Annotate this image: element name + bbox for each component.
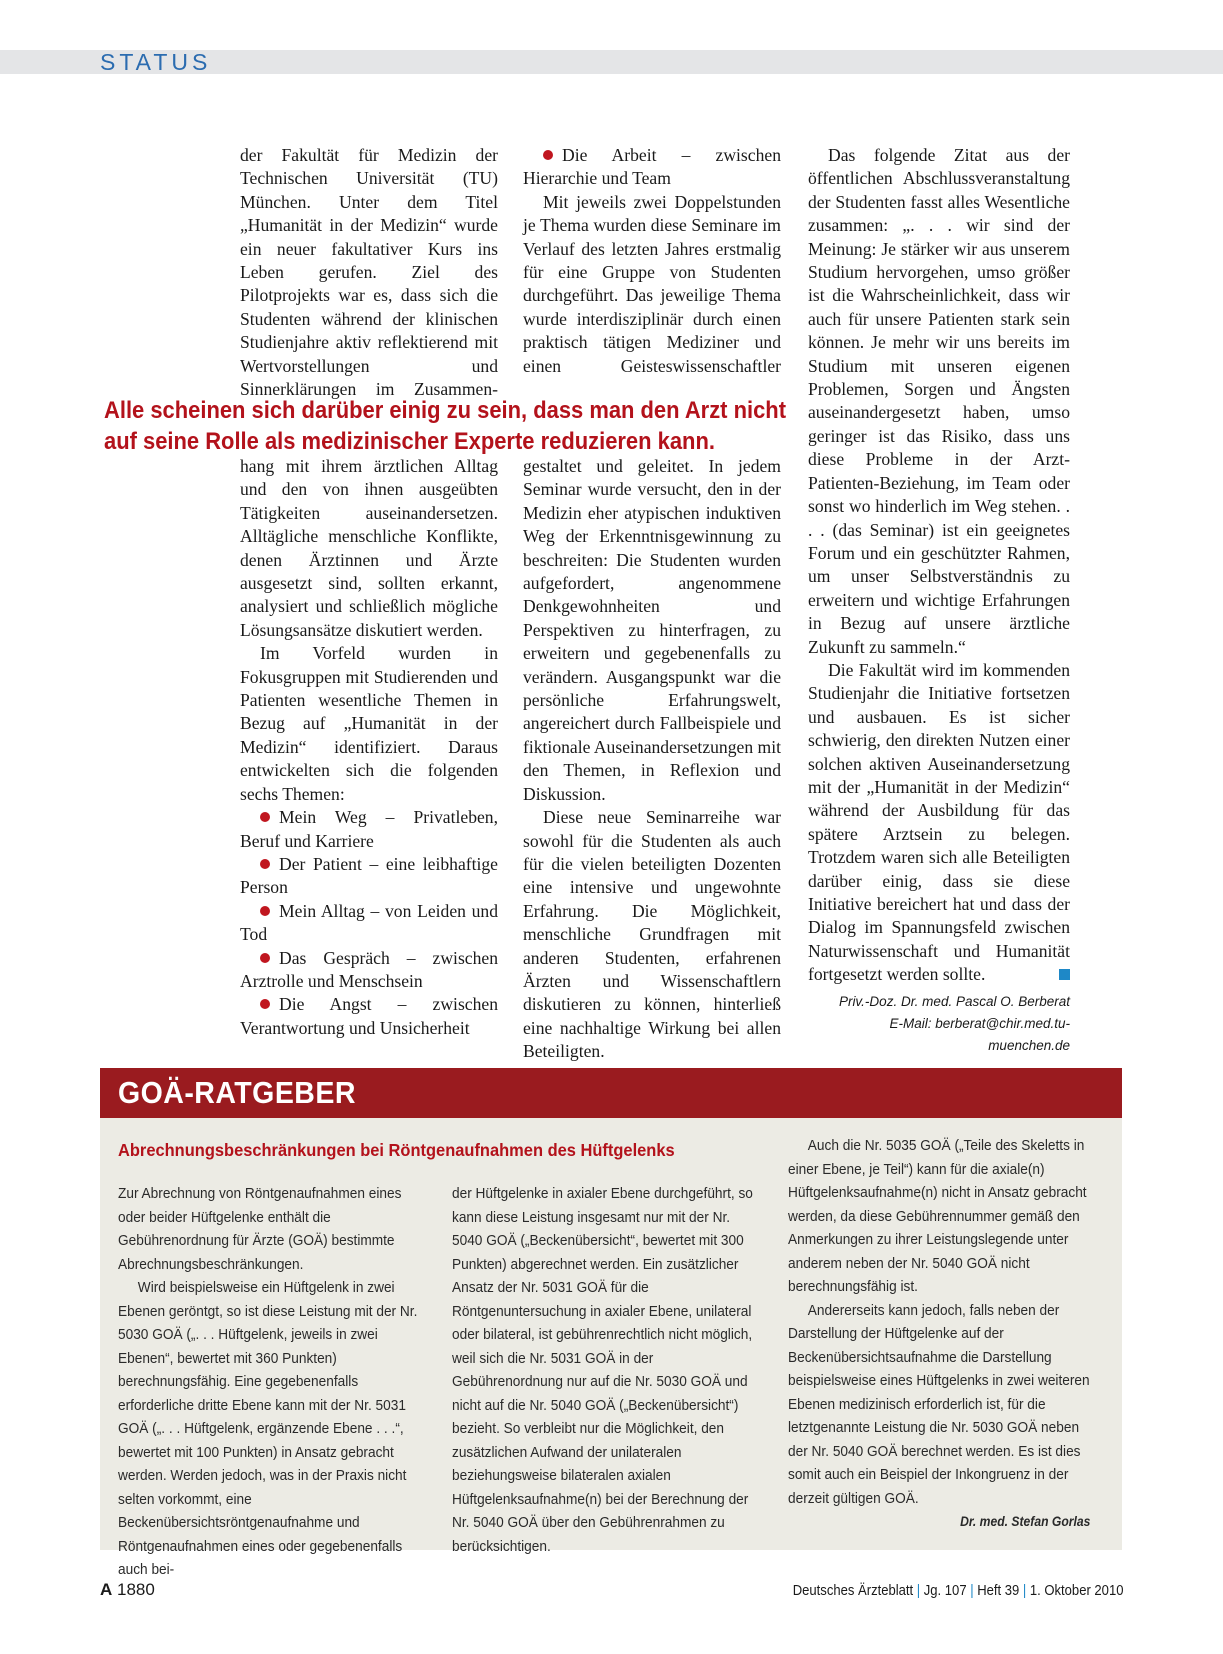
article-col2-bottom bbox=[523, 455, 781, 1064]
journal-name: Deutsches Ärzteblatt bbox=[792, 1583, 913, 1599]
goa-title: GOÄ-RATGEBER bbox=[118, 1075, 356, 1110]
article-col1-top bbox=[240, 144, 498, 401]
paragraph bbox=[808, 659, 1070, 987]
pull-quote: Alle scheinen sich darüber einig zu sein, dass man den Arzt nicht auf seine Rolle als medizinischer Experte reduzieren kann. bbox=[104, 398, 787, 455]
theme-text: Der Patient – eine leibhaftige Person bbox=[240, 853, 498, 898]
separator: | bbox=[916, 1583, 920, 1599]
theme-text: Die Arbeit – zwischen Hierarchie und Team bbox=[523, 145, 781, 189]
paragraph-text: Die Fakultät wird im kommenden Studienjahr die Initiative fortsetzen und ausbauen. Es ist sicher schwierig, den direkten Nutzen einer solchen aktiven Auseinandersetzung mit der „Humanität in der Medizin“ während der Ausbildung für das spätere Arztsein zu belegen. Trotzdem waren sich alle Beteiligten darüber einig, dass sie diese Initiative bereichert hat und dass der Dialog im Spannungsfeld zwischen Naturwissenschaft und Humanität fortgesetzt werden sollte. bbox=[808, 659, 1070, 985]
author-email[interactable]: E-Mail: berberat@chir.med.tu-muenchen.de bbox=[889, 1015, 1070, 1053]
paragraph: der Hüftgelenke in axialer Ebene durchgeführt, so kann diese Leistung insgesamt nur mit der Nr. 5040 GOÄ („Beckenübersicht“, bewertet mit 300 Punkten) abgerechnet werden. Ein zusätzlicher Ansatz der Nr. 5031 GOÄ für die Röntgenuntersuchung in axialer Ebene, unilateral oder bilateral, ist gebührenrechtlich nicht möglich, weil sich die Nr. 5031 GOÄ in der Gebührenordnung nur auf die Nr. 5030 GOÄ und nicht auf die Nr. 5040 GOÄ („Beckenübersicht“) bezieht. So verbleibt nur die Möglichkeit, den zusätzlichen Aufwand der unilateralen beziehungsweise bilateralen axialen Hüftgelenksaufnahme(n) bei der Berechnung der Nr. 5040 GOÄ über den Gebührenrahmen zu berücksichtigen. bbox=[452, 1185, 753, 1555]
section-label: STATUS bbox=[100, 49, 212, 75]
bullet-icon bbox=[260, 906, 270, 916]
theme-item bbox=[240, 993, 498, 1040]
journal-date: 1. Oktober 2010 bbox=[1029, 1583, 1123, 1599]
goa-col2 bbox=[452, 1182, 754, 1558]
theme-text: Mein Alltag – von Leiden und Tod bbox=[240, 900, 498, 945]
paragraph: Diese neue Seminarreihe war sowohl für die Studenten als auch für die vielen beteiligten Dozenten eine intensive und ungewohnte Erfahrung. Die Möglichkeit, menschliche Grundfragen mit anderen Studenten, erfahrenen Ärzten und Wissenschaftlern diskutieren zu können, hinterließ eine nachhaltige Wirkung bei allen Beteiligten. bbox=[523, 807, 781, 1062]
paragraph: der Fakultät für Medizin der Technischen Universität (TU) München. Unter dem Titel „Humanität in der Medizin“ wurde ein neuer fakultativer Kurs ins Leben gerufen. Ziel des Pilotprojekts war es, dass sich die Studenten während der klinischen Studienjahre aktiv reflektierend mit Wertvorstellungen und Sinnerklärungen im Zusammen- bbox=[240, 145, 498, 400]
paragraph: Wird beispielsweise ein Hüftgelenk in zwei Ebenen geröntgt, so ist diese Leistung mit der Nr. 5030 GOÄ („. . . Hüftgelenk, jeweils in zwei Ebenen“, bewertet mit 360 Punkten) berechnungsfähig. Eine gegebenenfalls erforderliche dritte Ebene kann mit der Nr. 5031 GOÄ („. . . Hüftgelenk, ergänzende Ebene . . .“, bewertet mit 100 Punkten) in Ansatz gebracht werden. Werden jedoch, was in der Praxis nicht selten vorkommt, eine Beckenübersichtsröntgenaufnahme und Röntgenaufnahmen eines oder gegebenenfalls auch bei- bbox=[118, 1279, 418, 1578]
goa-author: Dr. med. Stefan Gorlas bbox=[960, 1514, 1091, 1529]
paragraph: Auch die Nr. 5035 GOÄ („Teile des Skeletts in einer Ebene, je Teil“) kann für die axiale(n) Hüftgelenksaufnahme(n) nicht in Ansatz gebracht werden, da diese Gebührennummer gemäß den Anmerkungen zu ihrer Leistungslegende unter anderem neben der Nr. 5040 GOÄ nicht berechnungsfähig ist. bbox=[788, 1137, 1087, 1295]
theme-item bbox=[240, 947, 498, 994]
theme-text: Mein Weg – Privatleben, Beruf und Karriere bbox=[240, 807, 498, 851]
bullet-icon bbox=[260, 999, 270, 1009]
theme-text: Das Gespräch – zwischen Arztrolle und Menschsein bbox=[240, 947, 498, 991]
paragraph: hang mit ihrem ärztlichen Alltag und den von ihnen ausgeübten Tätigkeiten auseinandersetzen. Alltägliche menschliche Konflikte, denen Ärztinnen und Ärzte ausgesetzt sind, sollten erkannt, analysiert und schließlich mögliche Lösungsansätze diskutiert werden. bbox=[240, 456, 498, 640]
page-prefix: A bbox=[100, 1580, 113, 1599]
author-name: Priv.-Doz. Dr. med. Pascal O. Berberat bbox=[838, 993, 1070, 1009]
bullet-icon bbox=[543, 150, 553, 160]
paragraph: Andererseits kann jedoch, falls neben der Darstellung der Hüftgelenke auf der Beckenübersichtsaufnahme die Darstellung beispielsweise eines Hüftgelenks in zwei weiteren Ebenen medizinisch erforderlich ist, für die letztgenannte Leistung die Nr. 5030 GOÄ neben der Nr. 5040 GOÄ berechnet werden. Es ist dies somit auch ein Beispiel der Inkongruenz in der derzeit gültigen GOÄ. bbox=[788, 1301, 1090, 1507]
article-col2-top bbox=[523, 144, 781, 378]
page-number bbox=[100, 1579, 155, 1601]
paragraph: gestaltet und geleitet. In jedem Seminar wurde versucht, den in der Medizin eher atypischen induktiven Weg der Erkenntnisgewinnung zu beschreiten: Die Studenten wurden aufgefordert, angenommene Denkgewohnheiten und Perspektiven zu hinterfragen, zu erweitern und gegebenenfalls zu verändern. Ausgangspunkt war die persönliche Erfahrungswelt, angereichert durch Fallbeispiele und fiktionale Auseinandersetzungen mit den Themen, in Reflexion und Diskussion. bbox=[523, 456, 781, 804]
paragraph: Im Vorfeld wurden in Fokusgruppen mit Studierenden und Patienten wesentliche Themen in Bezug auf „Humanität in der Medizin“ identifiziert. Daraus entwickelten sich die folgenden sechs Themen: bbox=[240, 643, 498, 804]
page-number-value: 1880 bbox=[117, 1580, 155, 1599]
goa-col1 bbox=[118, 1182, 420, 1582]
paragraph: Mit jeweils zwei Doppelstunden je Thema wurden diese Seminare im Verlauf des letzten Jahres erstmalig für eine Gruppe von Studenten durchgeführt. Das jeweilige Thema wurde interdisziplinär durch einen praktisch tätigen Mediziner und einen Geisteswissenschaftler bbox=[523, 191, 781, 376]
bullet-icon bbox=[260, 812, 270, 822]
theme-item bbox=[523, 144, 781, 191]
goa-col3 bbox=[788, 1134, 1090, 1534]
separator: | bbox=[969, 1583, 974, 1599]
journal-issue: Heft 39 bbox=[976, 1583, 1019, 1599]
end-square-icon bbox=[1059, 969, 1070, 980]
article-col1-bottom bbox=[240, 455, 498, 1040]
theme-item bbox=[240, 900, 498, 947]
goa-subtitle: Abrechnungsbeschränkungen bei Röntgenaufnahmen des Hüftgelenks bbox=[118, 1140, 675, 1160]
theme-item bbox=[240, 853, 498, 900]
theme-item bbox=[240, 806, 498, 853]
quote-paragraph: Das folgende Zitat aus der öffentlichen Abschlussveranstaltung der Studenten fasst alles Wesentliche zusammen: „. . . wir sind der Meinung: Je stärker wir aus unserem Studium hervorgehen, umso größer ist die Wahrscheinlichkeit, dass wir auch für unsere Patienten stark sein können. Je mehr wir uns bereits im Studium mit unseren eigenen Problemen, Sorgen und Ängsten auseinandergesetzt haben, umso geringer ist das Risiko, dass uns diese Probleme in der Arzt-Patienten-Beziehung, im Team oder sonst wo hinderlich im Weg stehen. . . . (das Seminar) ist ein geeignetes Forum und ein geschützter Rahmen, um unser Selbstverständnis zu erweitern und wichtige Erfahrungen in Bezug auf unsere ärztliche Zukunft zu sammeln.“ bbox=[808, 145, 1070, 657]
journal-info bbox=[792, 1580, 1123, 1602]
bullet-icon bbox=[260, 859, 270, 869]
journal-volume: Jg. 107 bbox=[923, 1583, 967, 1599]
bullet-icon bbox=[260, 953, 270, 963]
separator: | bbox=[1022, 1583, 1026, 1599]
article-col3 bbox=[808, 144, 1070, 1057]
theme-text: Die Angst – zwischen Verantwortung und Unsicherheit bbox=[240, 994, 498, 1038]
paragraph: Zur Abrechnung von Röntgenaufnahmen eines oder beider Hüftgelenke enthält die Gebührenordnung für Ärzte (GOÄ) bestimmte Abrechnungsbeschränkungen. bbox=[118, 1185, 402, 1273]
